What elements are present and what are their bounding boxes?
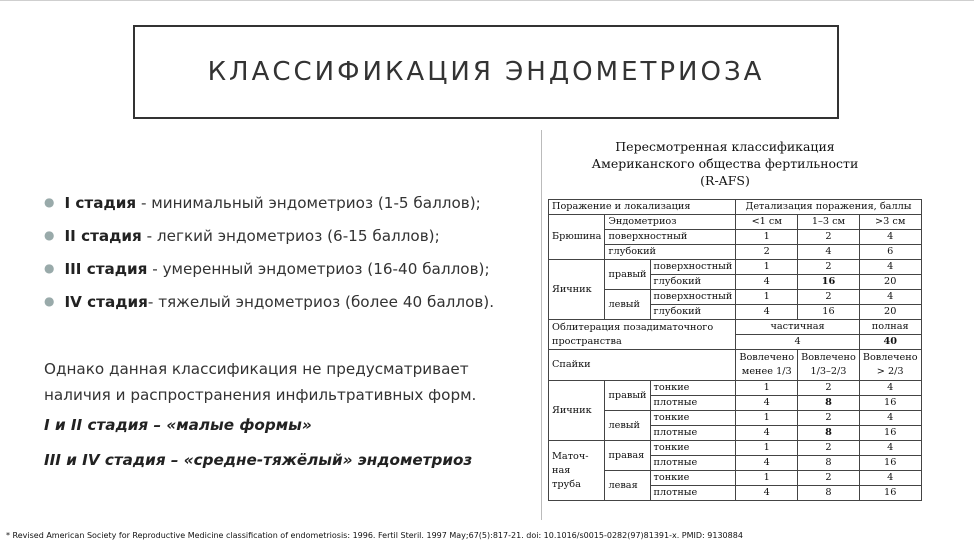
table-row: [549, 320, 922, 335]
table-cell: 4: [859, 411, 921, 426]
table-cell: 1: [736, 381, 798, 396]
table-cell: 16: [859, 426, 921, 441]
table-cell: правый: [605, 381, 650, 411]
table-cell: 4: [736, 426, 798, 441]
table-header-cell: >3 см: [859, 215, 921, 230]
table-cell: 4: [736, 396, 798, 411]
stage-item: [44, 256, 524, 289]
header-line: Вовлечено: [801, 352, 856, 363]
table-row: [549, 245, 922, 260]
bullet-icon: ●: [44, 294, 55, 308]
ovary-cell: Яичник: [549, 381, 605, 441]
bullet-icon: ●: [44, 261, 55, 275]
table-cell: 2: [798, 381, 860, 396]
header-line: 1/3–2/3: [810, 366, 847, 377]
table-cell: левая: [605, 471, 650, 501]
stage-description: - умеренный эндометриоз (16-40 баллов);: [147, 260, 490, 278]
table-cell: 4: [736, 275, 798, 290]
table-cell: плотные: [650, 396, 736, 411]
table-cell: плотные: [650, 426, 736, 441]
table-cell: 1: [736, 411, 798, 426]
page-title: КЛАССИФИКАЦИЯ ЭНДОМЕТРИОЗА: [207, 57, 765, 87]
header-line: Вовлечено: [739, 352, 795, 363]
table-cell: 2: [798, 441, 860, 456]
table-cell: 1: [736, 290, 798, 305]
table-cell: 16: [859, 456, 921, 471]
small-forms-note: I и II стадия – «малые формы»: [44, 416, 312, 434]
table-row: [549, 215, 922, 230]
obliteration-cell: [549, 320, 736, 350]
table-cell: 1: [736, 230, 798, 245]
ovary-cell: Яичник: [549, 260, 605, 320]
fraction: 1/3: [776, 366, 792, 377]
table-cell: левый: [605, 411, 650, 441]
table-cell: 1: [736, 260, 798, 275]
table-cell: 2: [736, 245, 798, 260]
tube-label: Маточ-: [552, 450, 589, 462]
table-cell: правая: [605, 441, 650, 471]
adhesions-cell: Спайки: [549, 350, 736, 381]
bullet-icon: ●: [44, 195, 55, 209]
table-cell: 4: [798, 245, 860, 260]
table-cell: 4: [859, 290, 921, 305]
table-row: [549, 290, 922, 305]
table-cell: 4: [736, 305, 798, 320]
stage-item: [44, 190, 524, 223]
table-cell: 4: [859, 260, 921, 275]
table-cell: 2: [798, 290, 860, 305]
table-cell: 16: [798, 305, 860, 320]
table-cell: левый: [605, 290, 650, 320]
stage-label: II стадия: [64, 227, 142, 245]
header-line: Вовлечено: [862, 352, 918, 363]
table-cell: 2: [798, 230, 860, 245]
table-cell: 4: [859, 441, 921, 456]
stage-label: III стадия: [64, 260, 148, 278]
title-box: [133, 25, 839, 119]
table-cell: 8: [798, 456, 860, 471]
fraction: 2/3: [830, 366, 847, 377]
table-cell: глубокий: [605, 245, 736, 260]
fraction: 2/3: [888, 366, 904, 377]
table-cell: поверхностный: [605, 230, 736, 245]
table-header-cell: [798, 350, 860, 381]
table-cell: 1: [736, 471, 798, 486]
table-row: [549, 411, 922, 426]
stage-description: - легкий эндометриоз (6-15 баллов);: [141, 227, 440, 245]
table-cell: тонкие: [650, 411, 736, 426]
obliteration-label: Облитерация позадиматочного: [552, 321, 714, 333]
table-row: [549, 200, 922, 215]
stage-label: IV стадия: [64, 293, 148, 311]
table-row: [549, 350, 922, 381]
table-cell: 16: [859, 486, 921, 501]
table-cell: поверхностный: [650, 290, 736, 305]
table-cell: 20: [859, 305, 921, 320]
figure-title-line: Пересмотренная классификация: [615, 139, 835, 154]
figure-title-line: Американского общества фертильности: [591, 156, 859, 171]
table-cell: 40: [859, 335, 921, 350]
table-cell: 8: [798, 426, 860, 441]
stage-item: [44, 289, 524, 322]
table-cell: 4: [859, 471, 921, 486]
table-header-cell: 1–3 см: [798, 215, 860, 230]
figure-title: [560, 138, 890, 189]
table-cell: глубокий: [650, 305, 736, 320]
fraction: 1/3: [810, 366, 827, 377]
stage-list: [44, 190, 524, 322]
table-cell: 8: [798, 396, 860, 411]
table-cell: 16: [798, 275, 860, 290]
bullet-icon: ●: [44, 228, 55, 242]
stage-description: - тяжелый эндометриоз (более 40 баллов).: [147, 293, 495, 311]
stage-label: I стадия: [64, 194, 137, 212]
table-cell: 4: [736, 486, 798, 501]
footnote: * Revised American Society for Reproductive Medicine classification of endometriosis: 1996. Fertil Steril. 1997 May;67(5):817-21. doi: 10.1016/s0015-0282(97)81391-x. PMID: 9130884: [6, 531, 743, 540]
table-cell: правый: [605, 260, 650, 290]
limitation-note: Однако данная классификация не предусматривает наличия и распространения инфильтративных форм.: [44, 360, 477, 404]
header-word: менее: [741, 366, 773, 377]
table-cell: тонкие: [650, 441, 736, 456]
table-cell: глубокий: [650, 275, 736, 290]
table-cell: 2: [798, 471, 860, 486]
table-cell: 2: [798, 260, 860, 275]
header-line: > 2/3: [876, 366, 904, 377]
figure-title-line: (R-AFS): [700, 173, 750, 188]
peritoneum-cell: Брюшина: [549, 215, 605, 260]
table-header-cell: полная: [859, 320, 921, 335]
table-cell: 4: [859, 230, 921, 245]
table-row: [549, 230, 922, 245]
table-cell: поверхностный: [650, 260, 736, 275]
table-header-cell: [859, 350, 921, 381]
table-cell: 1: [736, 441, 798, 456]
table-row: [549, 260, 922, 275]
table-cell: тонкие: [650, 381, 736, 396]
header-line: [739, 365, 794, 379]
table-row: [549, 381, 922, 396]
table-header-cell: <1 см: [736, 215, 798, 230]
stage-description: - минимальный эндометриоз (1-5 баллов);: [136, 194, 481, 212]
table-header-cell: [736, 350, 798, 381]
medium-forms-note: III и IV стадия – «средне-тяжёлый» эндометриоз: [44, 451, 473, 469]
table-cell: 8: [798, 486, 860, 501]
table-row: [549, 441, 922, 456]
table-cell: 20: [859, 275, 921, 290]
table-cell: Эндометриоз: [605, 215, 736, 230]
tube-cell: [549, 441, 605, 501]
table-cell: плотные: [650, 486, 736, 501]
table-cell: 16: [859, 396, 921, 411]
table-cell: 4: [859, 381, 921, 396]
table-cell: 4: [736, 456, 798, 471]
obliteration-label: пространства: [552, 335, 622, 347]
tube-label: ная: [552, 464, 571, 476]
table-header-cell: Поражение и локализация: [549, 200, 736, 215]
table-row: [549, 471, 922, 486]
vertical-divider: [541, 130, 542, 520]
table-cell: 2: [798, 411, 860, 426]
top-divider: [0, 0, 974, 1]
table-cell: плотные: [650, 456, 736, 471]
table-cell: тонкие: [650, 471, 736, 486]
tube-label: труба: [552, 478, 581, 490]
table-cell: 4: [736, 335, 859, 350]
table-header-cell: частичная: [736, 320, 859, 335]
rafs-table: [548, 199, 922, 501]
stage-item: [44, 223, 524, 256]
table-header-cell: Детализация поражения, баллы: [736, 200, 921, 215]
table-cell: 6: [859, 245, 921, 260]
